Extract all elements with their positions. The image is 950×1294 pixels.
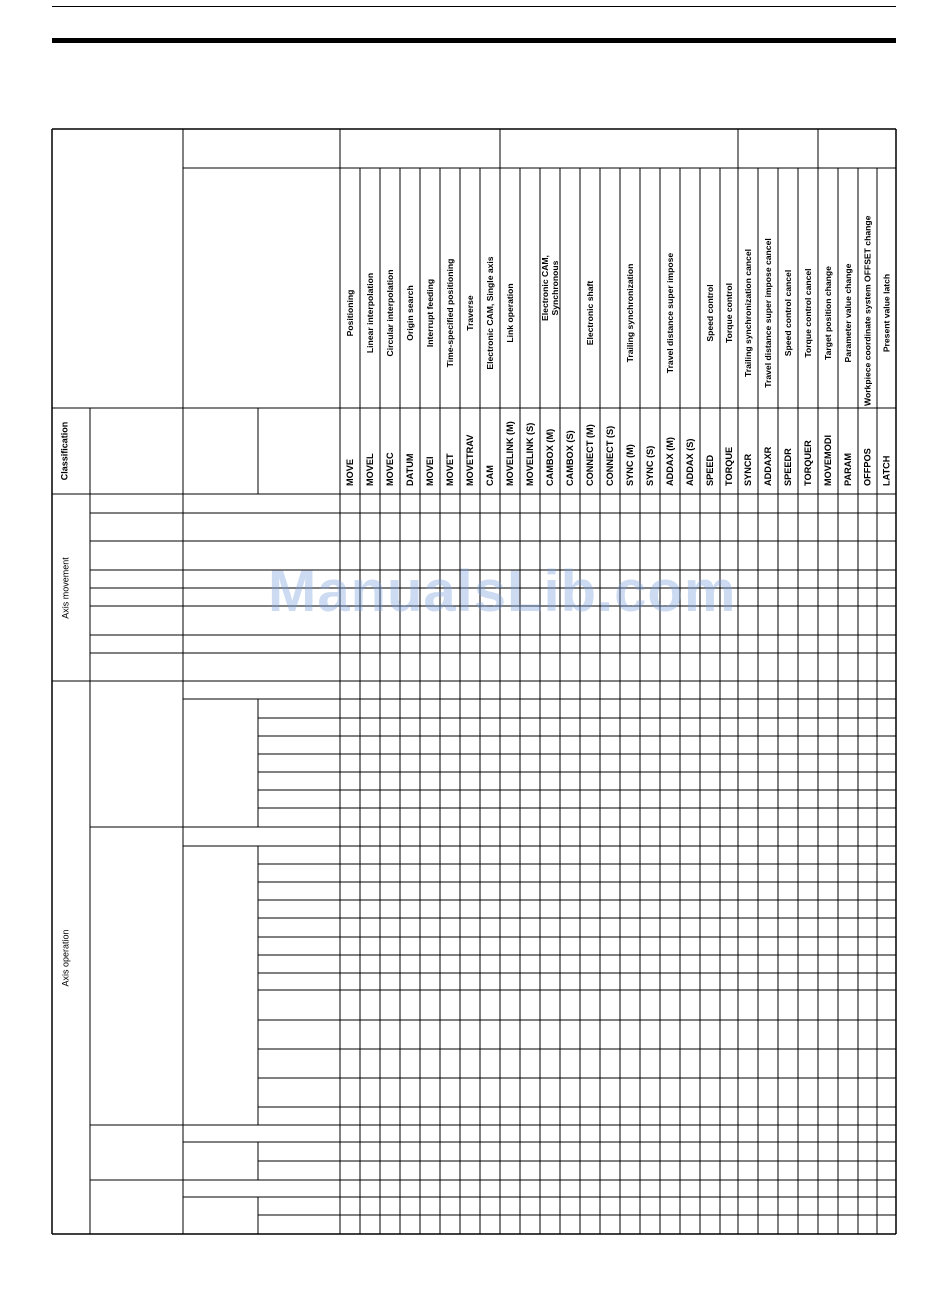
column-code-2: MOVEC bbox=[385, 452, 395, 486]
column-label-18: Speed control bbox=[705, 284, 715, 342]
column-label-21: Travel distance super impose cancel bbox=[763, 238, 773, 388]
column-code-4: MOVEI bbox=[425, 456, 435, 486]
column-code-0: MOVE bbox=[345, 458, 355, 486]
column-code-7: CAM bbox=[485, 465, 495, 486]
column-code-25: PARAM bbox=[843, 452, 853, 486]
section-axis-operation: Axis operation bbox=[60, 929, 71, 987]
column-label-12: Electronic shaft bbox=[585, 280, 595, 346]
column-label-7: Electronic CAM, Single axis bbox=[485, 256, 495, 370]
column-code-13: CONNECT (S) bbox=[605, 425, 615, 486]
column-code-22: SPEEDR bbox=[783, 448, 793, 486]
column-label-10: Electronic CAM,Synchronous bbox=[540, 255, 560, 321]
column-label-4: Interrupt feeding bbox=[425, 278, 435, 348]
column-code-6: MOVETRAV bbox=[465, 434, 475, 486]
section-axis-movement: Axis movement bbox=[60, 557, 71, 619]
column-code-15: SYNC (S) bbox=[645, 445, 655, 486]
column-label-6: Traverse bbox=[465, 295, 475, 331]
column-label-25: Parameter value change bbox=[843, 263, 853, 363]
column-label-20: Trailing synchronization cancel bbox=[743, 249, 753, 377]
column-label-27: Present value latch bbox=[881, 273, 892, 353]
column-label-23: Torque control cancel bbox=[803, 268, 813, 358]
column-code-11: CAMBOX (S) bbox=[565, 430, 575, 486]
column-code-20: SYNCR bbox=[743, 453, 753, 486]
column-code-27: LATCH bbox=[881, 455, 892, 486]
classification-header: Classification bbox=[59, 421, 70, 481]
column-code-24: MOVEMODI bbox=[823, 434, 833, 486]
column-code-26: OFFPOS bbox=[862, 448, 873, 486]
column-code-18: SPEED bbox=[705, 454, 715, 486]
column-code-17: ADDAX (S) bbox=[685, 438, 695, 486]
column-label-3: Origin search bbox=[405, 285, 415, 341]
column-label-19: Torque control bbox=[724, 283, 734, 343]
column-label-24: Target position change bbox=[823, 266, 833, 360]
column-code-9: MOVELINK (S) bbox=[525, 422, 535, 486]
column-code-14: SYNC (M) bbox=[625, 444, 635, 486]
column-label-8: Link operation bbox=[505, 283, 515, 343]
column-code-5: MOVET bbox=[445, 453, 455, 486]
column-label-14: Trailing synchronization bbox=[625, 263, 635, 363]
column-label-0: Positioning bbox=[345, 289, 355, 337]
column-code-12: CONNECT (M) bbox=[585, 424, 595, 486]
column-label-22: Speed control cancel bbox=[783, 269, 793, 357]
watermark: ManualsLib.com bbox=[268, 559, 737, 624]
column-code-8: MOVELINK (M) bbox=[505, 421, 515, 486]
column-label-26: Workpiece coordinate system OFFSET change bbox=[862, 215, 873, 406]
column-code-3: DATUM bbox=[405, 453, 415, 486]
column-label-5: Time-specified positioning bbox=[445, 258, 455, 368]
column-label-2: Circular interpolation bbox=[385, 269, 395, 357]
column-code-23: TORQUER bbox=[803, 440, 813, 486]
column-label-1: Linear interpolation bbox=[365, 272, 375, 354]
column-code-10: CAMBOX (M) bbox=[545, 428, 555, 486]
column-code-21: ADDAXR bbox=[763, 446, 773, 486]
column-code-19: TORQUE bbox=[724, 446, 734, 486]
column-label-16: Travel distance super impose bbox=[665, 252, 675, 374]
column-code-16: ADDAX (M) bbox=[665, 437, 675, 486]
column-code-1: MOVEL bbox=[365, 453, 375, 486]
